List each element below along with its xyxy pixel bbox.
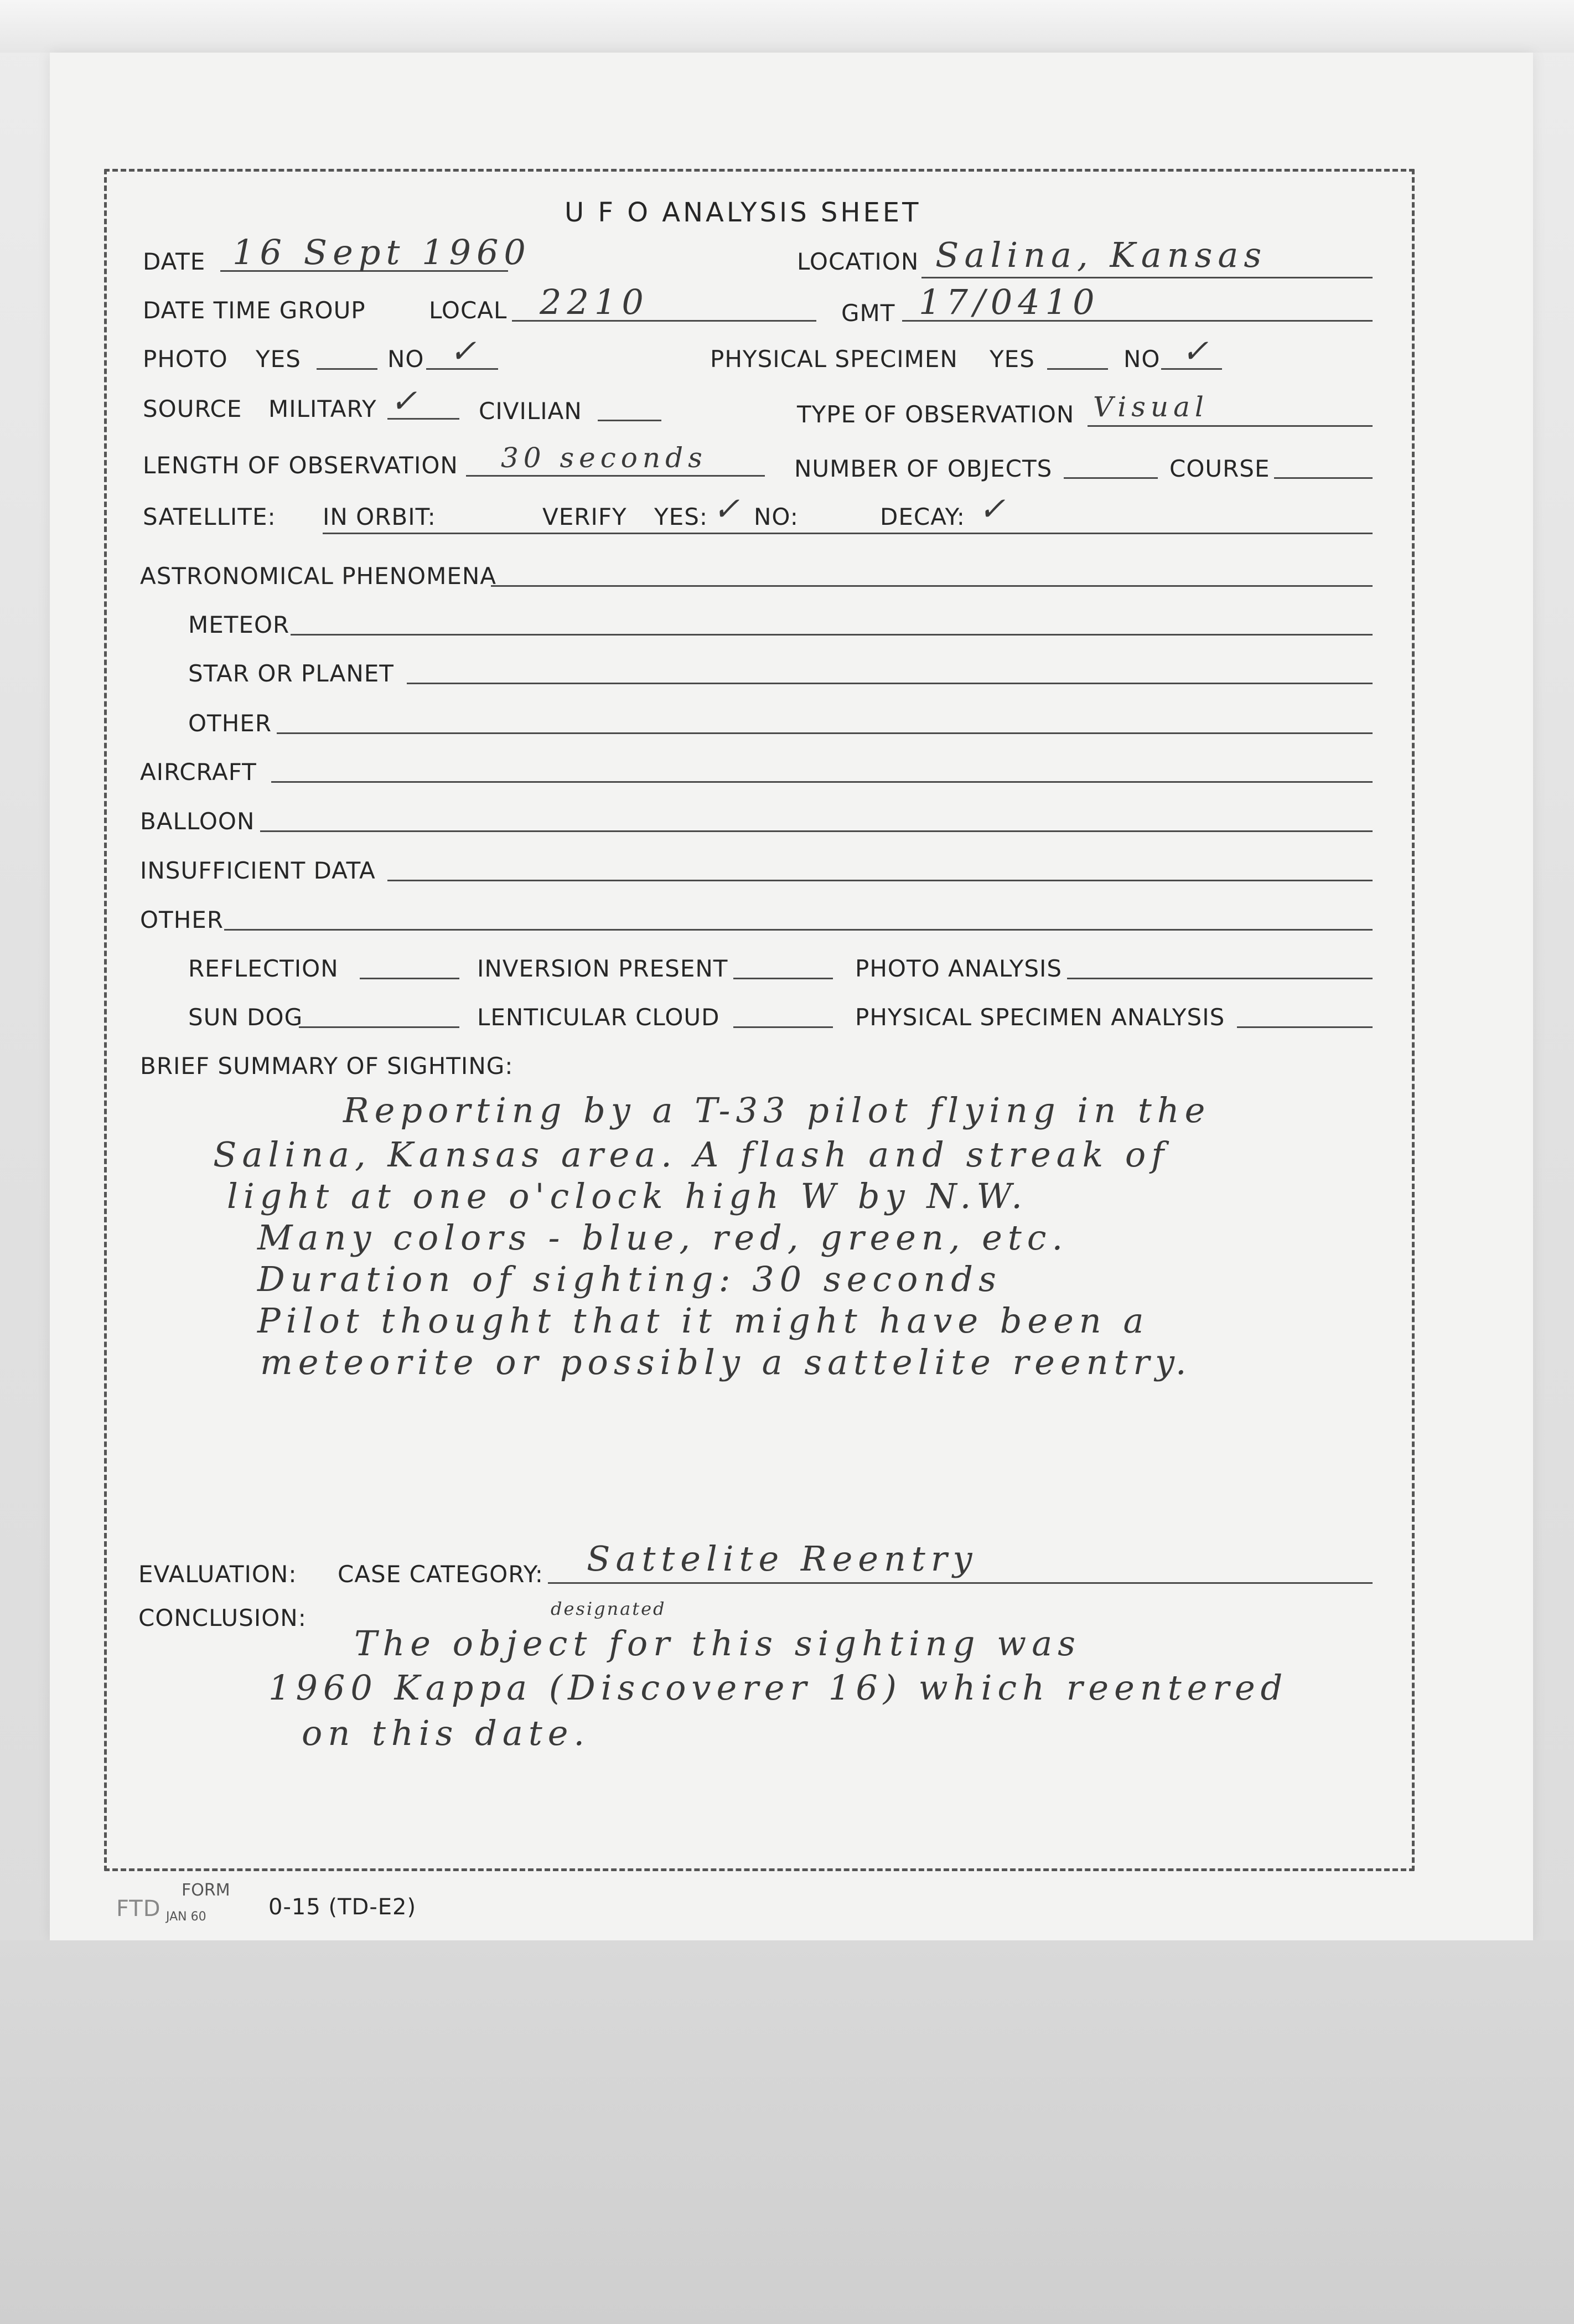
summary-line-1: Reporting by a T-33 pilot flying in the [343, 1090, 1211, 1130]
photo-yes-label: YES [256, 345, 301, 373]
civilian-line [598, 420, 661, 421]
phys-yes-label: YES [990, 345, 1035, 373]
photo-analysis-line [1067, 978, 1373, 979]
course-line [1274, 477, 1373, 479]
type-obs-line [1088, 425, 1373, 427]
num-objects-label: NUMBER OF OBJECTS [794, 455, 1053, 482]
lenticular-line [733, 1026, 833, 1028]
summary-line-2: Salina, Kansas area. A flash and streak of [213, 1134, 1170, 1175]
astro-label: ASTRONOMICAL PHENOMENA [140, 562, 497, 590]
reflection-line [360, 978, 459, 979]
inversion-line [733, 978, 833, 979]
date-label: DATE [143, 248, 206, 275]
star-line [407, 683, 1373, 684]
astro-line [491, 585, 1373, 587]
num-objects-line [1064, 477, 1158, 479]
course-label: COURSE [1169, 455, 1270, 482]
in-orbit-label: IN ORBIT: [323, 503, 436, 530]
photo-no-label: NO [387, 345, 424, 373]
other2-line [224, 929, 1373, 931]
verify-label: VERIFY [542, 503, 627, 530]
meteor-line [291, 634, 1373, 636]
conclusion-insert: designated [551, 1598, 666, 1619]
aircraft-line [271, 781, 1373, 783]
verify-no-label: NO: [754, 503, 799, 530]
aircraft-label: AIRCRAFT [140, 758, 257, 786]
decay-check-icon: ✓ [978, 490, 1006, 528]
type-obs-label: TYPE OF OBSERVATION [797, 401, 1075, 428]
photo-yes-line [317, 368, 377, 370]
case-category-value: Sattelite Reentry [587, 1538, 978, 1579]
location-value: Salina, Kansas [935, 235, 1267, 275]
satellite-label: SATELLITE: [143, 503, 276, 530]
local-value: 2210 [540, 282, 649, 322]
local-label: LOCAL [429, 297, 508, 324]
inversion-label: INVERSION PRESENT [477, 955, 728, 982]
sun-dog-line [299, 1026, 459, 1028]
summary-line-5: Duration of sighting: 30 seconds [257, 1259, 1002, 1299]
phys-analysis-line [1237, 1026, 1373, 1028]
footer-jan: JAN 60 [166, 1910, 206, 1924]
other1-line [277, 732, 1373, 734]
photo-top-edge [0, 0, 1574, 53]
military-check-icon: ✓ [390, 382, 417, 420]
form-title: U F O ANALYSIS SHEET [565, 197, 921, 228]
source-label: SOURCE [143, 395, 242, 422]
location-label: LOCATION [797, 248, 919, 275]
conclusion-line-1: The object for this sighting was [354, 1623, 1081, 1664]
length-value: 30 seconds [501, 442, 707, 474]
sun-dog-label: SUN DOG [188, 1004, 303, 1031]
phys-no-check-icon: ✓ [1182, 332, 1209, 370]
summary-line-6: Pilot thought that it might have been a [257, 1300, 1150, 1341]
case-category-label: CASE CATEGORY: [338, 1561, 543, 1588]
evaluation-label: EVALUATION: [138, 1561, 297, 1588]
decay-label: DECAY: [880, 503, 965, 530]
summary-line-3: light at one o'clock high W by N.W. [227, 1176, 1028, 1216]
photo-no-check-icon: ✓ [449, 332, 477, 370]
conclusion-line-2: 1960 Kappa (Discoverer 16) which reentered [268, 1667, 1288, 1708]
footer-code: 0-15 (TD-E2) [268, 1894, 417, 1920]
scan-lower-area [0, 1940, 1574, 2324]
insufficient-label: INSUFFICIENT DATA [140, 857, 376, 884]
reflection-label: REFLECTION [188, 955, 339, 982]
type-obs-value: Visual [1093, 391, 1209, 423]
gmt-value: 17/0410 [919, 282, 1100, 322]
length-label: LENGTH OF OBSERVATION [143, 452, 458, 479]
lenticular-label: LENTICULAR CLOUD [477, 1004, 720, 1031]
star-label: STAR OR PLANET [188, 660, 394, 687]
gmt-label: GMT [841, 299, 895, 327]
insufficient-line [387, 880, 1373, 881]
conclusion-line-3: on this date. [302, 1713, 591, 1753]
photo-analysis-label: PHOTO ANALYSIS [855, 955, 1063, 982]
photo-label: PHOTO [143, 345, 228, 373]
military-label: MILITARY [268, 395, 377, 422]
phys-no-label: NO [1123, 345, 1161, 373]
footer-ftd: FTD [116, 1896, 161, 1922]
dtg-label: DATE TIME GROUP [143, 297, 366, 324]
meteor-label: METEOR [188, 611, 290, 638]
other2-label: OTHER [140, 906, 224, 933]
summary-line-7: meteorite or possibly a sattelite reentry. [260, 1342, 1192, 1382]
verify-yes-check-icon: ✓ [713, 490, 740, 528]
balloon-label: BALLOON [140, 808, 255, 835]
phys-analysis-label: PHYSICAL SPECIMEN ANALYSIS [855, 1004, 1225, 1031]
other1-label: OTHER [188, 710, 272, 737]
verify-yes-label: YES: [654, 503, 708, 530]
summary-line-4: Many colors - blue, red, green, etc. [257, 1217, 1069, 1258]
satellite-line [323, 533, 1373, 534]
footer-form: FORM [182, 1881, 230, 1900]
date-value: 16 Sept 1960 [232, 232, 531, 272]
conclusion-label: CONCLUSION: [138, 1604, 307, 1631]
civilian-label: CIVILIAN [479, 397, 582, 425]
case-category-line [548, 1582, 1373, 1584]
summary-label: BRIEF SUMMARY OF SIGHTING: [140, 1052, 514, 1080]
phys-spec-label: PHYSICAL SPECIMEN [710, 345, 958, 373]
location-line [921, 277, 1373, 278]
balloon-line [260, 830, 1373, 832]
length-line [466, 475, 765, 477]
phys-yes-line [1047, 368, 1108, 370]
